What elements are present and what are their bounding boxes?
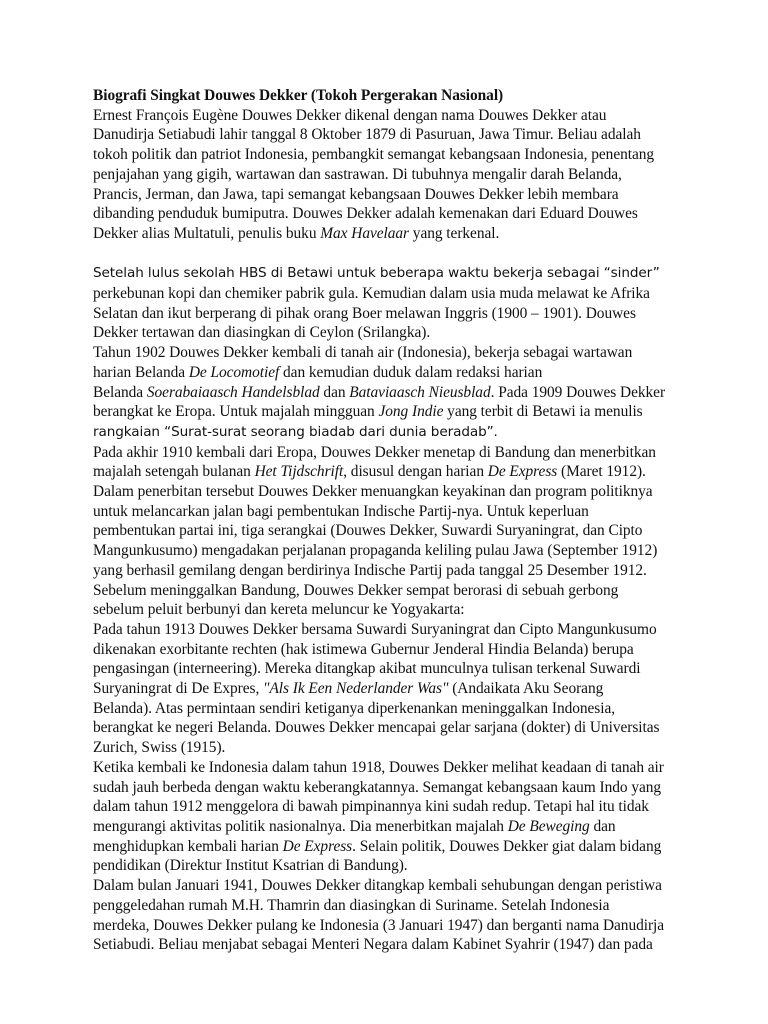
text-run: Setelah lulus sekolah HBS di Betawi untuk beberapa waktu bekerja sebagai “sinder” bbox=[93, 265, 660, 282]
text-run: dan bbox=[589, 818, 616, 835]
text-line bbox=[93, 581, 693, 601]
text-line bbox=[93, 363, 693, 383]
text-run: Prancis, Jerman, dan Jawa, tapi semangat kebangsaan Douwes Dekker lebih membara bbox=[93, 185, 619, 203]
text-run: Zurich, Swiss (1915). bbox=[93, 739, 226, 757]
text-run: Belanda bbox=[93, 383, 147, 401]
text-run: menghidupkan kembali harian bbox=[93, 837, 283, 855]
text-line bbox=[93, 185, 693, 205]
text-run: Belanda). Atas permintaan sendiri ketiganya diperkenankan meninggalkan Indonesia, bbox=[93, 699, 616, 717]
text-run: sudah jauh berbeda dengan waktu keberangkatannya. Semangat kebangsaan kaum Indo yang bbox=[93, 778, 662, 796]
text-line bbox=[93, 343, 693, 363]
italic-text: De Express bbox=[282, 837, 353, 855]
paragraph bbox=[93, 263, 693, 343]
text-line bbox=[93, 304, 693, 324]
italic-text: Het Tijdschrift bbox=[254, 463, 344, 481]
text-line bbox=[93, 679, 693, 699]
text-line bbox=[93, 323, 693, 343]
text-run: dalam tahun 1912 menggelora di bawah pimpinannya kini sudah redup. Tetapi hal itu tidak bbox=[93, 798, 649, 816]
text-run: tokoh politik dan patriot Indonesia, pembangkit semangat kebangsaan Indonesia, penentang bbox=[93, 146, 655, 164]
text-run: berangkat ke negeri Belanda. Douwes Dekker mencapai gelar sarjana (dokter) di Universitas bbox=[93, 719, 660, 737]
italic-text: Soerabaiaasch Handelsblad bbox=[146, 383, 320, 401]
text-run: mengurangi aktivitas politik nasionalnya. Dia menerbitkan majalah bbox=[93, 818, 508, 835]
text-line bbox=[93, 462, 693, 482]
paragraph bbox=[93, 620, 693, 758]
text-line bbox=[93, 263, 693, 284]
italic-text: "Als Ik Een Nederlander Was" bbox=[263, 680, 449, 698]
text-run: penjajahan yang gigih, wartawan dan sastrawan. Di tubuhnya mengalir darah Belanda, bbox=[93, 165, 622, 183]
text-line bbox=[93, 856, 693, 876]
text-run: Ketika kembali ke Indonesia dalam tahun 1918, Douwes Dekker melihat keadaan di tanah air bbox=[93, 758, 664, 776]
text-run: Mangunkusumo) mengadakan perjalanan propaganda keliling pulau Jawa (September 1912) bbox=[93, 542, 658, 560]
text-run: dan bbox=[319, 383, 350, 401]
text-run: majalah setengah bulanan bbox=[93, 463, 255, 481]
text-run: perkebunan kopi dan chemiker pabrik gula. Kemudian dalam usia muda melawat ke Afrika bbox=[93, 285, 650, 303]
text-line bbox=[93, 620, 693, 640]
text-run: rangkaian “Surat-surat seorang biadab dari dunia beradab”. bbox=[93, 423, 498, 440]
paragraph bbox=[93, 876, 693, 955]
text-line bbox=[93, 600, 693, 620]
text-run: Dalam penerbitan tersebut Douwes Dekker menuangkan keyakinan dan program politiknya bbox=[93, 483, 653, 501]
document-title: Biografi Singkat Douwes Dekker (Tokoh Pergerakan Nasional) bbox=[93, 87, 504, 104]
paragraph-spacer bbox=[93, 244, 693, 264]
text-run: yang terbit di Betawi ia menulis bbox=[443, 403, 643, 421]
text-line bbox=[93, 443, 693, 463]
text-line bbox=[93, 165, 693, 185]
text-run: pendidikan (Direktur Institut Ksatrian di Bandung). bbox=[93, 857, 408, 875]
text-run: pembentukan partai ini, tiga serangkai (Douwes Dekker, Suwardi Suryaningrat, dan Cipto bbox=[93, 522, 643, 540]
text-run: dan kemudian duduk dalam redaksi harian bbox=[279, 363, 543, 381]
text-run: yang berhasil gemilang dengan berdirinya Indische Partij pada tanggal 25 Desember 1912. bbox=[93, 561, 647, 579]
text-line bbox=[93, 106, 693, 126]
text-run: berangkat ke Eropa. Untuk majalah mingguan bbox=[93, 403, 379, 421]
text-line bbox=[93, 718, 693, 738]
text-line bbox=[93, 659, 693, 679]
text-run: Danudirja Setiabudi lahir tanggal 8 Oktober 1879 di Pasuruan, Jawa Timur. Beliau adalah bbox=[93, 126, 641, 144]
text-run: dikenakan exorbitante rechten (hak istimewa Gubernur Jenderal Hindia Belanda) berupa bbox=[93, 640, 634, 658]
text-line bbox=[93, 561, 693, 581]
text-line bbox=[93, 876, 693, 896]
text-line bbox=[93, 224, 693, 244]
italic-text: De Beweging bbox=[507, 818, 590, 835]
text-line bbox=[93, 640, 693, 660]
text-run: Selatan dan ikut berperang di pihak orang Boer melawan Inggris (1900 – 1901). Douwes bbox=[93, 304, 636, 322]
document-body bbox=[93, 106, 693, 955]
text-run: Pada tahun 1913 Douwes Dekker bersama Suwardi Suryaningrat dan Cipto Mangunkusumo bbox=[93, 620, 657, 638]
text-line bbox=[93, 284, 693, 304]
text-line bbox=[93, 778, 693, 798]
text-line bbox=[93, 482, 693, 502]
paragraph bbox=[93, 758, 693, 876]
paragraph bbox=[93, 106, 693, 244]
paragraph bbox=[93, 343, 693, 443]
text-line bbox=[93, 502, 693, 522]
text-line bbox=[93, 699, 693, 719]
text-run: (Maret 1912). bbox=[557, 463, 646, 481]
text-run: pengasingan (interneering). Mereka ditangkap akibat munculnya tulisan terkenal Suwardi bbox=[93, 660, 641, 678]
text-line bbox=[93, 204, 693, 224]
italic-text: Bataviaasch Nieusblad bbox=[349, 383, 491, 401]
text-run: untuk melancarkan jalan bagi pembentukan Indische Partij-nya. Untuk keperluan bbox=[93, 502, 589, 520]
text-run: Tahun 1902 Douwes Dekker kembali di tanah air (Indonesia), bekerja sebagai wartawan bbox=[93, 344, 633, 362]
italic-text: Max Havelaar bbox=[320, 224, 409, 242]
text-line bbox=[93, 541, 693, 561]
text-run: sebelum peluit berbunyi dan kereta meluncur ke Yogyakarta: bbox=[93, 601, 465, 619]
text-line bbox=[93, 402, 693, 422]
text-run: yang terkenal. bbox=[409, 224, 500, 242]
text-run: Suryaningrat di De Expres, bbox=[93, 680, 264, 698]
text-line bbox=[93, 916, 693, 936]
text-line bbox=[93, 521, 693, 541]
text-run: Sebelum meninggalkan Bandung, Douwes Dekker sempat berorasi di sebuah gerbong bbox=[93, 581, 619, 599]
text-run: . Pada 1909 Douwes Dekker bbox=[490, 383, 666, 401]
text-line bbox=[93, 383, 693, 403]
text-run: Dekker tertawan dan diasingkan di Ceylon (Srilangka). bbox=[93, 324, 431, 342]
text-line bbox=[93, 817, 693, 837]
text-run: Setiabudi. Beliau menjabat sebagai Menteri Negara dalam Kabinet Syahrir (1947) dan pada bbox=[93, 936, 653, 954]
text-run: merdeka, Douwes Dekker pulang ke Indonesia (3 Januari 1947) dan berganti nama Danudirja bbox=[93, 916, 665, 934]
text-run: (Andaikata Aku Seorang bbox=[448, 680, 604, 698]
text-run: Dekker alias Multatuli, penulis buku bbox=[93, 224, 321, 242]
text-run: Pada akhir 1910 kembali dari Eropa, Douwes Dekker menetap di Bandung dan menerbitkan bbox=[93, 443, 656, 461]
italic-text: De Express bbox=[487, 463, 558, 481]
text-run: harian Belanda bbox=[93, 363, 189, 381]
text-line bbox=[93, 797, 693, 817]
italic-text: Jong Indie bbox=[378, 403, 444, 421]
paragraph bbox=[93, 443, 693, 620]
text-line bbox=[93, 125, 693, 145]
text-run: Ernest François Eugène Douwes Dekker dikenal dengan nama Douwes Dekker atau bbox=[93, 106, 607, 124]
text-line bbox=[93, 145, 693, 165]
text-line bbox=[93, 758, 693, 778]
text-line bbox=[93, 935, 693, 955]
text-run: Dalam bulan Januari 1941, Douwes Dekker ditangkap kembali sehubungan dengan peristiwa bbox=[93, 877, 662, 895]
text-line bbox=[93, 738, 693, 758]
text-run: penggeledahan rumah M.H. Thamrin dan diasingkan di Suriname. Setelah Indonesia bbox=[93, 896, 610, 914]
text-run: . Selain politik, Douwes Dekker giat dalam bidang bbox=[352, 837, 662, 855]
text-run: , disusul dengan harian bbox=[343, 463, 488, 481]
text-line bbox=[93, 422, 693, 443]
text-run: dibanding penduduk bumiputra. Douwes Dekker adalah kemenakan dari Eduard Douwes bbox=[93, 205, 638, 223]
text-line bbox=[93, 896, 693, 916]
text-line bbox=[93, 837, 693, 857]
document-page bbox=[93, 86, 693, 955]
italic-text: De Locomotief bbox=[188, 363, 280, 381]
